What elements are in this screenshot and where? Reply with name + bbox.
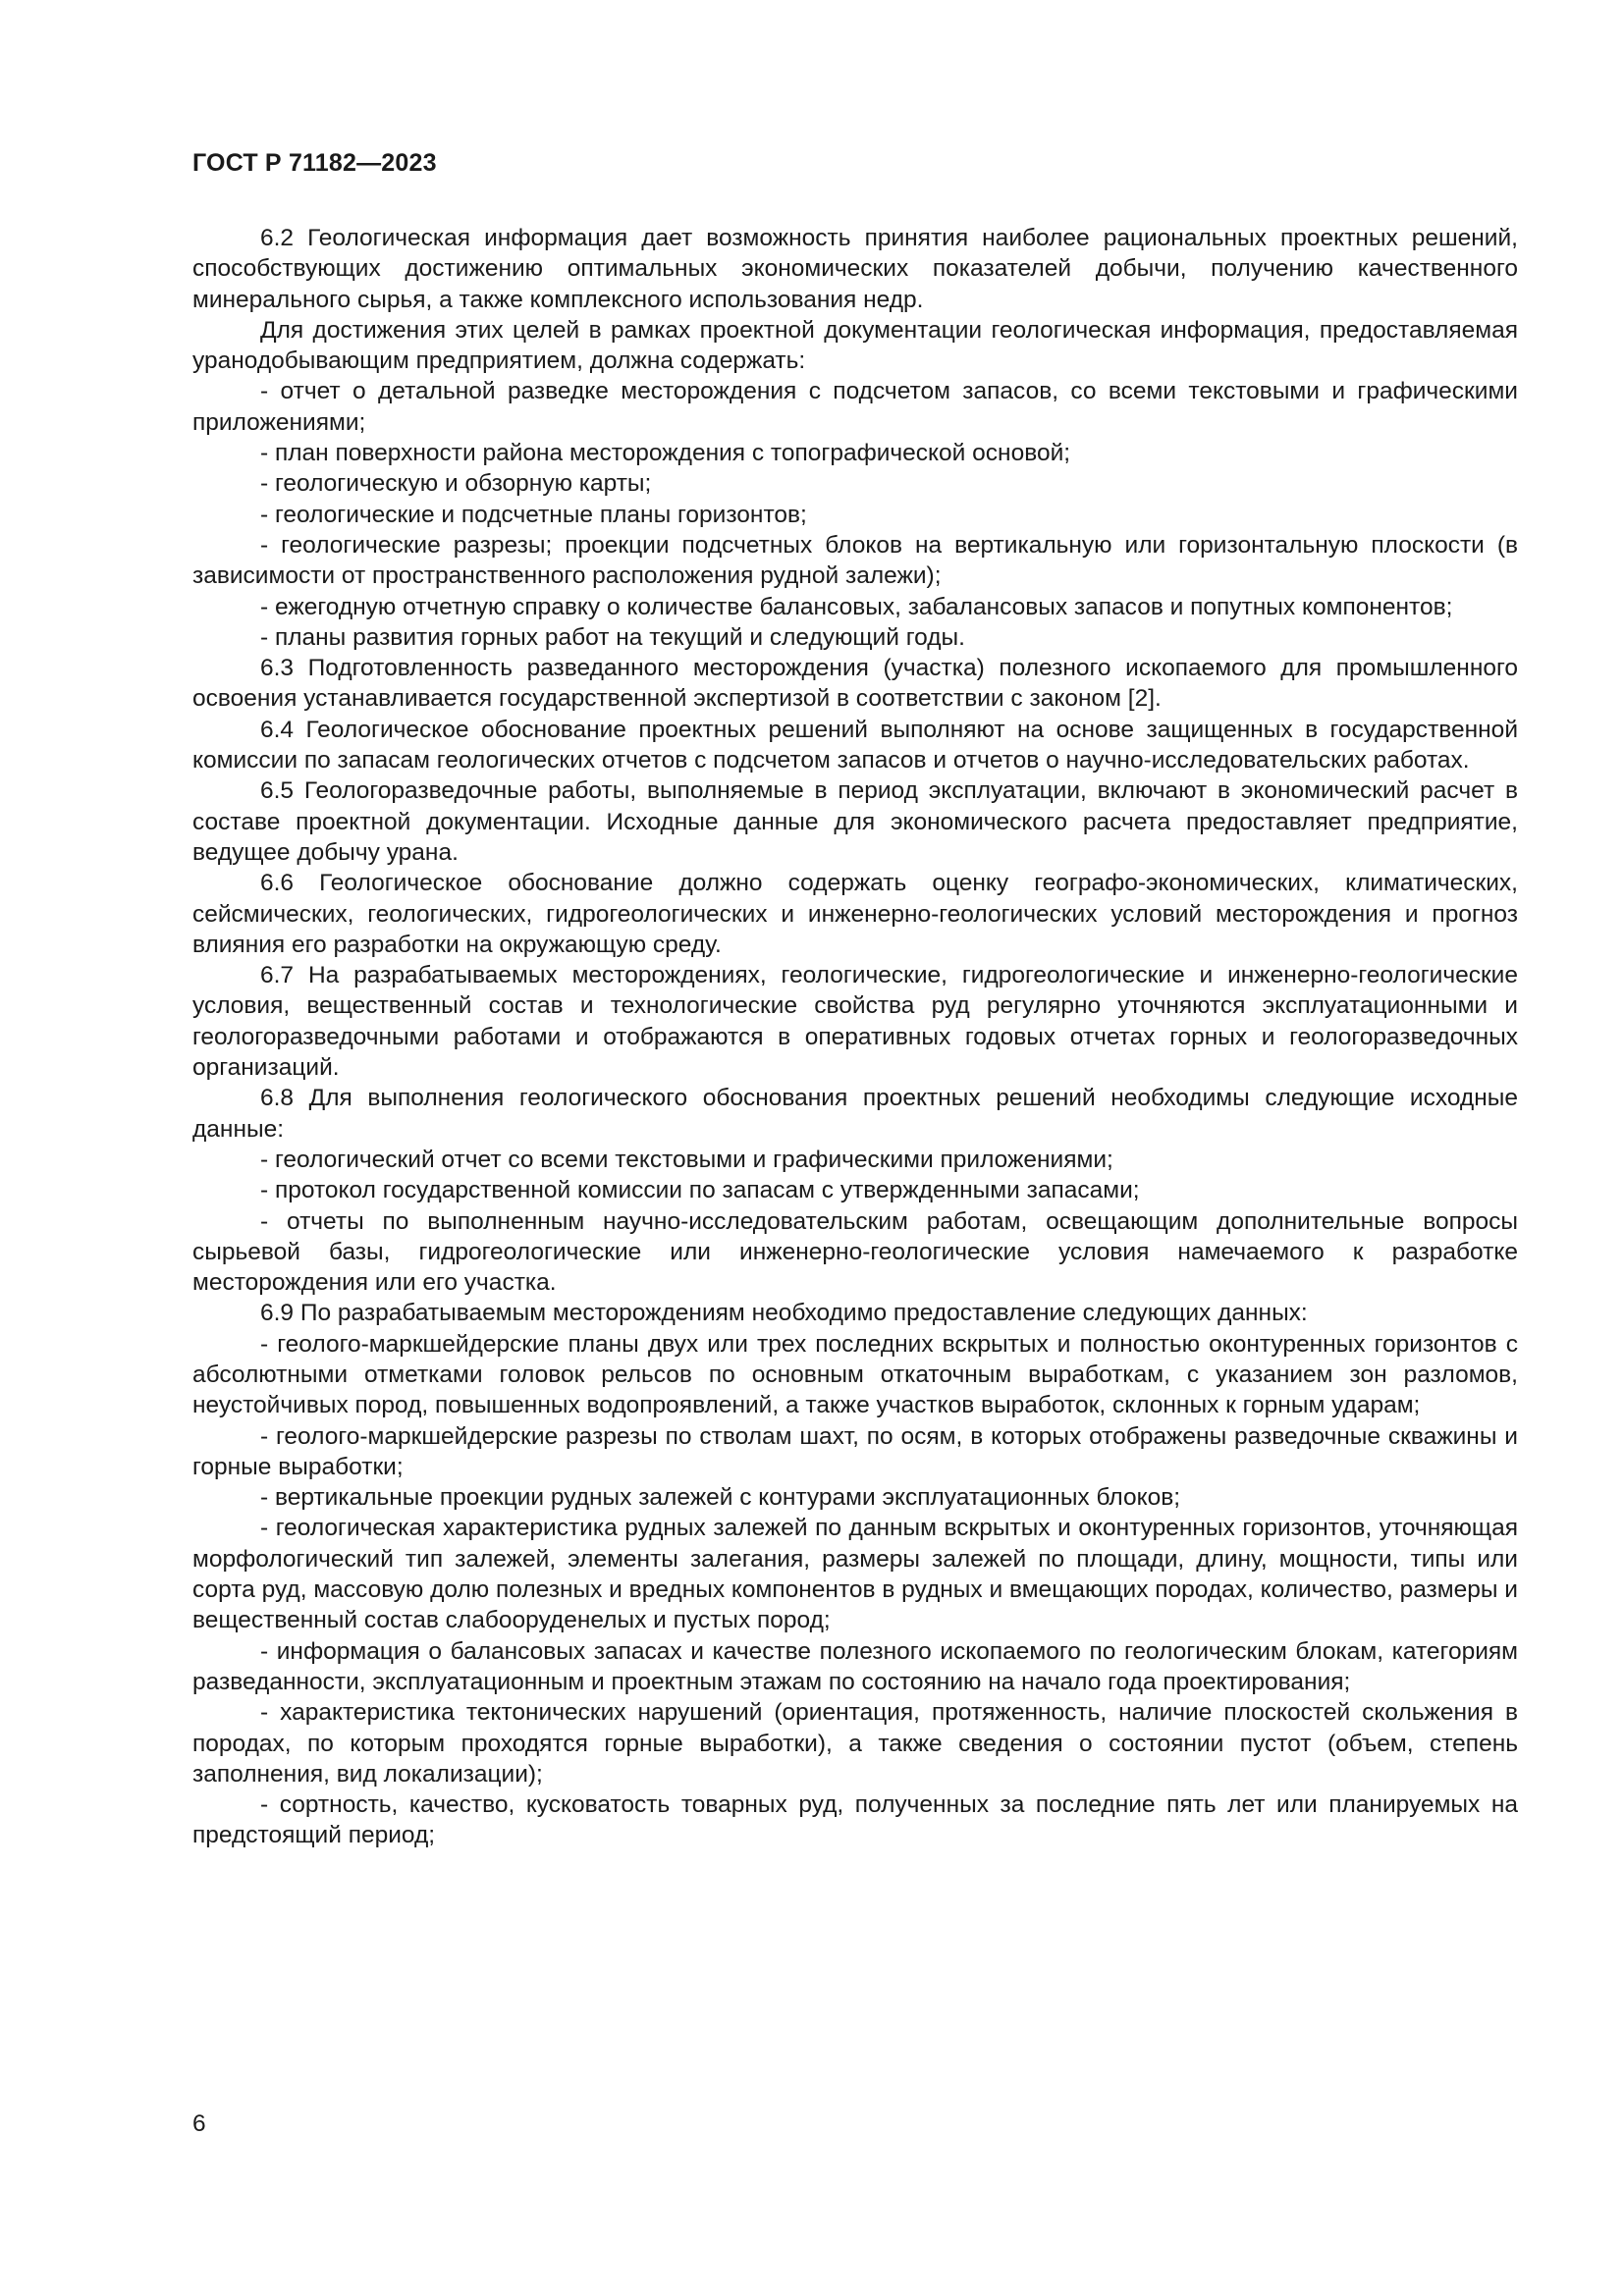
list-item: - планы развития горных работ на текущий и следующий годы.: [260, 623, 965, 651]
paragraph: 6.6 Геологическое обоснование должно содержать оценку географо-экономических, климатических, сейсмических, геологических, гидрогеологических и инженерно-геологических условий месторождения и прогноз влияния его разработки на окружающую среду.: [192, 870, 1518, 958]
paragraph: 6.8 Для выполнения геологического обоснования проектных решений необходимы следующие исходные данные:: [192, 1085, 1518, 1143]
paragraph: 6.9 По разрабатываемым месторождениям необходимо предоставление следующих данных:: [260, 1300, 1308, 1327]
list-item: - геологическую и обзорную карты;: [260, 470, 652, 498]
paragraph: Для достижения этих целей в рамках проектной документации геологическая информация, предоставляемая уранодобывающим предприятием, должна содержать:: [192, 316, 1518, 375]
list-item: - отчет о детальной разведке месторождения с подсчетом запасов, со всеми текстовыми и графическими приложениями;: [192, 378, 1518, 436]
paragraph: 6.2 Геологическая информация дает возможность принятия наиболее рациональных проектных решений, способствующих достижению оптимальных экономических показателей добычи, получению качественного минерального сырья, а также комплексного использования недр.: [192, 225, 1518, 313]
list-item: - геологические разрезы; проекции подсчетных блоков на вертикальную или горизонтальную плоскости (в зависимости от пространственного расположения рудной залежи);: [192, 531, 1518, 590]
list-item: - геолого-маркшейдерские планы двух или трех последних вскрытых и полностью оконтуренных горизонтов с абсолютными отметками головок рельсов по основным откаточным выработкам, с указанием зон разломов, неустойчивых пород, повышенных водопроявлений, а также участков выработок, склонных к горным ударам;: [192, 1330, 1518, 1419]
paragraph: 6.5 Геологоразведочные работы, выполняемые в период эксплуатации, включают в экономический расчет в составе проектной документации. Исходные данные для экономического расчета предоставляет предприятие, ведущее добычу урана.: [192, 777, 1518, 866]
list-item: - отчеты по выполненным научно-исследовательским работам, освещающим дополнительные вопросы сырьевой базы, гидрогеологические или инженерно-геологические условия намечаемого к разработке месторождения или его участка.: [192, 1207, 1518, 1297]
list-item: - геолого-маркшейдерские разрезы по стволам шахт, по осям, в которых отображены разведочные скважины и горные выработки;: [192, 1422, 1518, 1480]
list-item: - геологическая характеристика рудных залежей по данным вскрытых и оконтуренных горизонтов, уточняющая морфологический тип залежей, элементы залегания, размеры залежей по площади, длину, мощности, типы или сорта руд, массовую долю полезных и вредных компонентов в рудных и вмещающих породах, количество, размеры и вещественный состав слабооруденелых и пустых пород;: [192, 1515, 1518, 1634]
list-item: - протокол государственной комиссии по запасам с утвержденными запасами;: [260, 1177, 1140, 1204]
list-item: - характеристика тектонических нарушений (ориентация, протяженность, наличие плоскостей скольжения в породах, по которым проходятся горные выработки), а также сведения о состоянии пустот (объем, степень заполнения, вид локализации);: [192, 1699, 1518, 1788]
list-item: - геологические и подсчетные планы горизонтов;: [260, 501, 807, 528]
list-item: - информация о балансовых запасах и качестве полезного ископаемого по геологическим блокам, категориям разведанности, эксплуатационным и проектным этажам по состоянию на начало года проектирования;: [192, 1637, 1518, 1695]
paragraph: 6.7 На разрабатываемых месторождениях, геологические, гидрогеологические и инженерно-геологические условия, вещественный состав и технологические свойства руд регулярно уточняются эксплуатационными и геологоразведочными работами и отображаются в оперативных годовых отчетах горных и геологоразведочных организаций.: [192, 962, 1518, 1082]
list-item: - вертикальные проекции рудных залежей с контурами эксплуатационных блоков;: [260, 1484, 1181, 1512]
document-code: ГОСТ Р 71182—2023: [192, 149, 437, 177]
list-item: - геологический отчет со всеми текстовыми и графическими приложениями;: [260, 1146, 1113, 1173]
document-body: [192, 223, 1518, 1851]
paragraph: 6.3 Подготовленность разведанного месторождения (участка) полезного ископаемого для промышленного освоения устанавливается государственной экспертизой в соответствии с законом [2].: [192, 655, 1518, 713]
list-item: - план поверхности района месторождения с топографической основой;: [260, 440, 1071, 467]
page-number: 6: [192, 2110, 206, 2137]
paragraph: 6.4 Геологическое обоснование проектных решений выполняют на основе защищенных в государственной комиссии по запасам геологических отчетов с подсчетом запасов и отчетов о научно-исследовательских работах.: [192, 716, 1518, 774]
list-item: - ежегодную отчетную справку о количестве балансовых, забалансовых запасов и попутных компонентов;: [260, 593, 1453, 620]
list-item: - сортность, качество, кусковатость товарных руд, полученных за последние пять лет или планируемых на предстоящий период;: [192, 1791, 1518, 1849]
